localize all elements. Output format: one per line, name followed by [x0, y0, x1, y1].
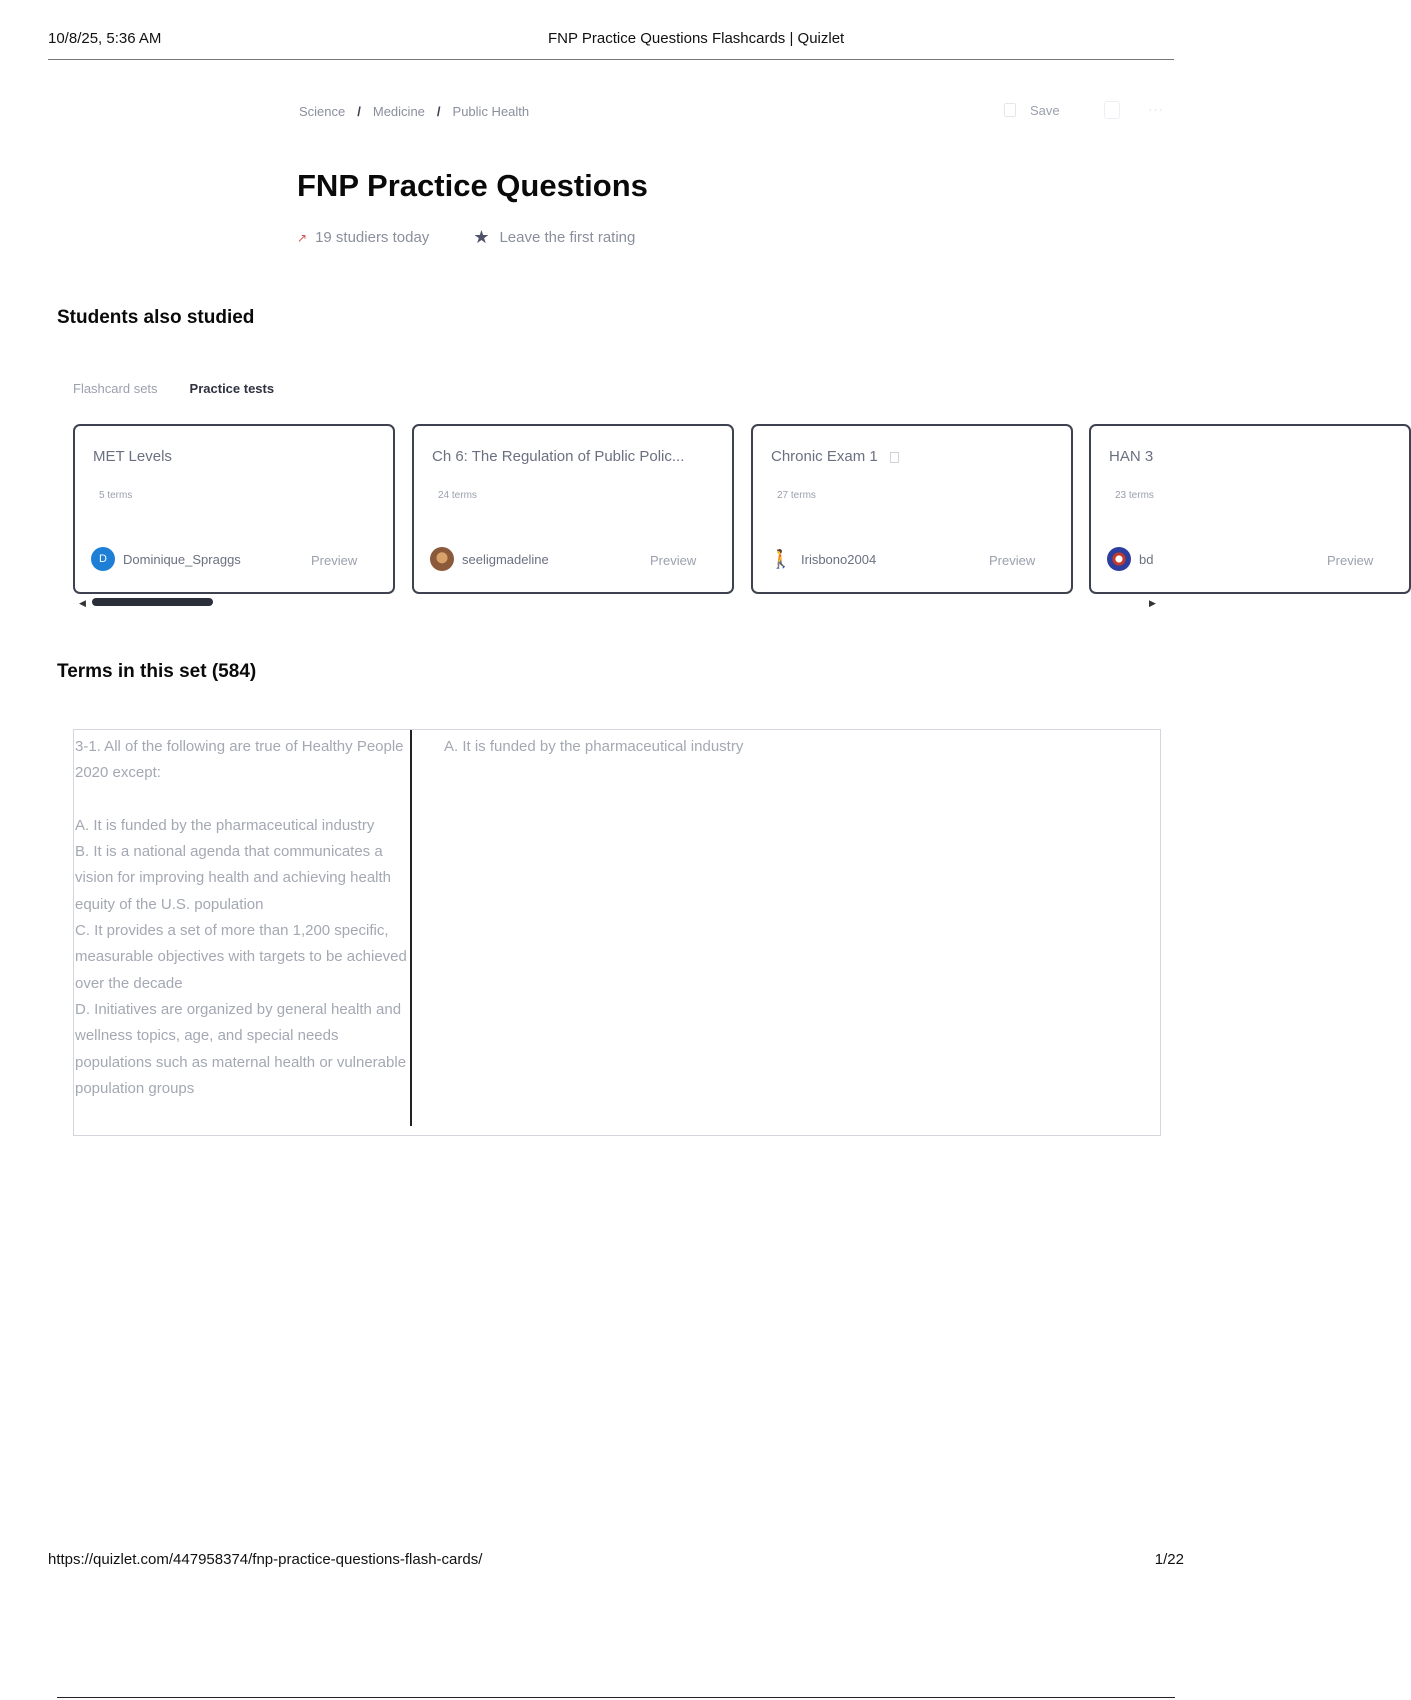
card-title-text: Chronic Exam 1: [771, 448, 878, 465]
term-answer: A. It is funded by the pharmaceutical industry: [444, 738, 744, 755]
study-card[interactable]: [1089, 424, 1411, 594]
print-date: 10/8/25, 5:36 AM: [48, 30, 162, 47]
star-icon[interactable]: ★: [473, 227, 490, 247]
carousel-scrollbar[interactable]: [92, 598, 213, 606]
author-name[interactable]: bd: [1139, 551, 1154, 567]
avatar: 🚶: [769, 547, 793, 571]
card-title: HAN 3: [1109, 448, 1154, 465]
share-icon[interactable]: [1104, 101, 1120, 119]
breadcrumb-item-science[interactable]: Science: [299, 104, 346, 119]
print-url: https://quizlet.com/447958374/fnp-practice-questions-flash-cards/: [48, 1551, 483, 1568]
preview-button[interactable]: Preview: [650, 553, 697, 568]
card-author: [430, 547, 549, 571]
study-card[interactable]: [73, 424, 395, 594]
bottom-divider: [57, 1697, 1175, 1698]
card-author: [769, 547, 876, 571]
document-icon: [890, 452, 899, 463]
page-title: FNP Practice Questions: [297, 168, 648, 203]
avatar: [1107, 547, 1131, 571]
set-actions: [1004, 100, 1164, 120]
breadcrumb: [299, 104, 529, 119]
set-meta: [297, 227, 635, 248]
card-title: MET Levels: [93, 448, 172, 465]
card-term-count: 23 terms: [1115, 490, 1154, 501]
studiers-count: 19 studiers today: [315, 229, 430, 246]
preview-button[interactable]: Preview: [311, 553, 358, 568]
tab-flashcard-sets[interactable]: Flashcard sets: [73, 381, 158, 396]
chevron-left-icon[interactable]: ◀: [79, 598, 86, 608]
card-term-count: 27 terms: [777, 490, 816, 501]
trend-up-icon: ↗: [297, 230, 308, 245]
also-studied-carousel: [73, 424, 1374, 604]
save-icon[interactable]: [1004, 103, 1016, 117]
card-author: [1107, 547, 1153, 571]
breadcrumb-item-public-health[interactable]: Public Health: [452, 104, 530, 119]
chevron-right-icon[interactable]: ▶: [1149, 598, 1156, 608]
also-studied-tabs: [73, 381, 274, 396]
terms-heading: Terms in this set (584): [57, 661, 257, 682]
card-title: [771, 448, 899, 465]
card-title: Ch 6: The Regulation of Public Polic...: [432, 448, 685, 465]
tab-practice-tests[interactable]: Practice tests: [189, 381, 275, 396]
breadcrumb-separator: /: [436, 104, 441, 119]
print-header: [48, 30, 1174, 60]
rating-link[interactable]: Leave the first rating: [499, 229, 636, 246]
author-name[interactable]: Irisbono2004: [801, 551, 877, 567]
save-button[interactable]: Save: [1030, 102, 1060, 118]
breadcrumb-item-medicine[interactable]: Medicine: [372, 104, 425, 119]
card-term-count: 5 terms: [99, 490, 133, 501]
more-icon[interactable]: ⋯: [1147, 102, 1164, 119]
term-question: 3-1. All of the following are true of Healthy People 2020 except: A. It is funded by the pharmaceutical industry B. It is a national agenda that communicates a vision for improving health and achieving health equity of the U.S. population C. It provides a set of more than 1,200 specific, measurable objectives with targets to be achieved over the decade D. Initiatives are organized by general health and wellness topics, age, and special needs populations such as maternal health or vulnerable population groups: [74, 730, 412, 1126]
also-studied-heading: Students also studied: [57, 307, 255, 328]
author-name[interactable]: seeligmadeline: [462, 551, 549, 567]
breadcrumb-separator: /: [357, 104, 361, 119]
avatar: [430, 547, 454, 571]
study-card[interactable]: [751, 424, 1073, 594]
author-name[interactable]: Dominique_Spraggs: [123, 551, 241, 567]
study-card[interactable]: [412, 424, 734, 594]
preview-button[interactable]: Preview: [1327, 553, 1374, 568]
preview-button[interactable]: Preview: [989, 553, 1036, 568]
print-page-title: FNP Practice Questions Flashcards | Quizlet: [548, 30, 845, 47]
card-author: [91, 547, 241, 571]
print-page-number: 1/22: [1154, 1551, 1184, 1568]
avatar: D: [91, 547, 115, 571]
term-row: [73, 729, 1161, 1136]
card-term-count: 24 terms: [438, 490, 477, 501]
